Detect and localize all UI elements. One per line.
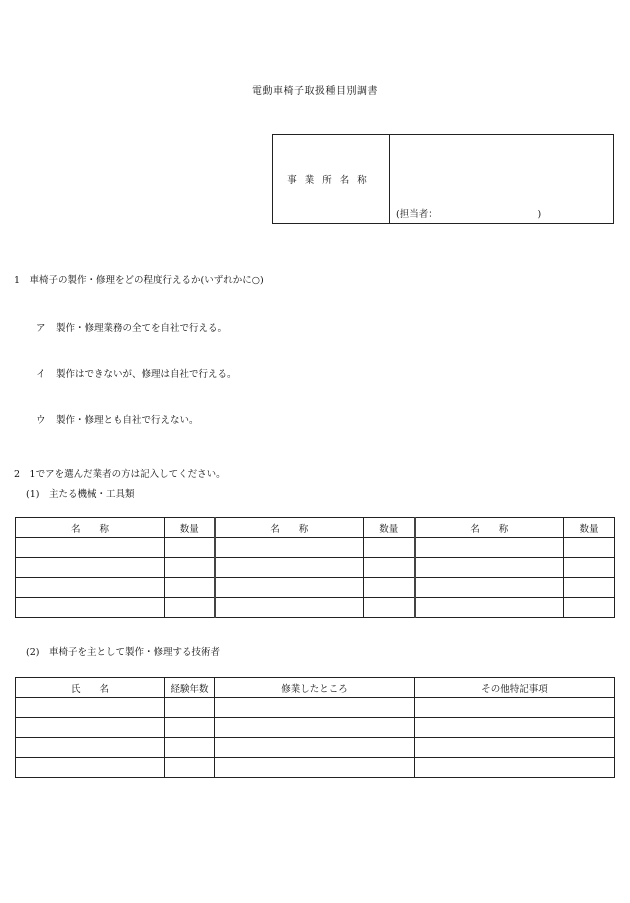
table-cell[interactable] [215, 738, 415, 758]
option-a-mark: ア [36, 323, 46, 334]
table-cell[interactable] [165, 538, 215, 558]
office-name-label: 事業所名称 [273, 135, 390, 223]
table-cell[interactable] [415, 738, 615, 758]
tools-header-name-1: 名 称 [16, 518, 165, 538]
table-cell[interactable] [16, 698, 165, 718]
table-cell[interactable] [165, 598, 215, 618]
table-row [16, 558, 615, 578]
table-cell[interactable] [165, 558, 215, 578]
table-cell[interactable] [16, 718, 165, 738]
option-a-text: 製作・修理業務の全てを自社で行える。 [56, 323, 228, 334]
option-i-mark: イ [36, 369, 46, 380]
table-row [16, 538, 615, 558]
table-cell[interactable] [364, 558, 415, 578]
table-cell[interactable] [364, 578, 415, 598]
office-name-field[interactable] [390, 135, 613, 223]
question-2: 2 1でアを選んだ業者の方は記入してください。 [14, 469, 226, 480]
table-cell[interactable] [165, 738, 215, 758]
subsection-2-title: (2) 車椅子を主として製作・修理する技術者 [26, 647, 220, 658]
option-u-text: 製作・修理とも自社で行えない。 [56, 415, 199, 426]
table-cell[interactable] [16, 538, 165, 558]
table-cell[interactable] [215, 718, 415, 738]
table-cell[interactable] [215, 598, 364, 618]
table-cell[interactable] [165, 698, 215, 718]
office-name-box [272, 134, 614, 224]
table-cell[interactable] [564, 558, 615, 578]
table-cell[interactable] [16, 578, 165, 598]
table-cell[interactable] [16, 758, 165, 778]
table-cell[interactable] [415, 698, 615, 718]
tech-header-notes: その他特記事項 [415, 678, 615, 698]
tools-header-name-3: 名 称 [415, 518, 564, 538]
tech-header-name: 氏 名 [16, 678, 165, 698]
table-cell[interactable] [215, 758, 415, 778]
table-cell[interactable] [165, 758, 215, 778]
tech-header-training: 修業したところ [215, 678, 415, 698]
table-cell[interactable] [564, 538, 615, 558]
option-i-text: 製作はできないが、修理は自社で行える。 [56, 369, 237, 380]
option-i[interactable] [36, 366, 237, 380]
table-cell[interactable] [16, 738, 165, 758]
table-cell[interactable] [16, 558, 165, 578]
table-cell[interactable] [364, 538, 415, 558]
table-row [16, 578, 615, 598]
table-cell[interactable] [415, 578, 564, 598]
table-cell[interactable] [415, 718, 615, 738]
table-cell[interactable] [215, 698, 415, 718]
table-cell[interactable] [16, 598, 165, 618]
question-1: 1 車椅子の製作・修理をどの程度行えるか(いずれかに○) [14, 275, 264, 286]
table-row [16, 698, 615, 718]
table-cell[interactable] [165, 578, 215, 598]
contact-person-line: (担当者： ) [396, 209, 542, 220]
option-a[interactable] [36, 320, 227, 334]
table-cell[interactable] [215, 578, 364, 598]
table-cell[interactable] [215, 558, 364, 578]
table-cell[interactable] [364, 598, 415, 618]
technicians-table [15, 677, 615, 778]
document-title: 電動車椅子取扱種目別調書 [252, 86, 378, 97]
table-cell[interactable] [215, 538, 364, 558]
table-cell[interactable] [165, 718, 215, 738]
table-row [16, 718, 615, 738]
table-cell[interactable] [564, 578, 615, 598]
table-cell[interactable] [415, 758, 615, 778]
tools-header-name-2: 名 称 [215, 518, 364, 538]
tools-header-qty-1: 数量 [165, 518, 215, 538]
tech-header-years: 経験年数 [165, 678, 215, 698]
table-row [16, 598, 615, 618]
option-u-mark: ウ [36, 415, 46, 426]
table-cell[interactable] [415, 538, 564, 558]
table-cell[interactable] [415, 598, 564, 618]
table-row [16, 738, 615, 758]
tools-header-qty-2: 数量 [364, 518, 415, 538]
table-cell[interactable] [415, 558, 564, 578]
table-cell[interactable] [564, 598, 615, 618]
table-row [16, 758, 615, 778]
subsection-1-title: (1) 主たる機械・工具類 [26, 489, 135, 500]
option-u[interactable] [36, 412, 199, 426]
tools-table [15, 517, 615, 618]
tools-header-qty-3: 数量 [564, 518, 615, 538]
